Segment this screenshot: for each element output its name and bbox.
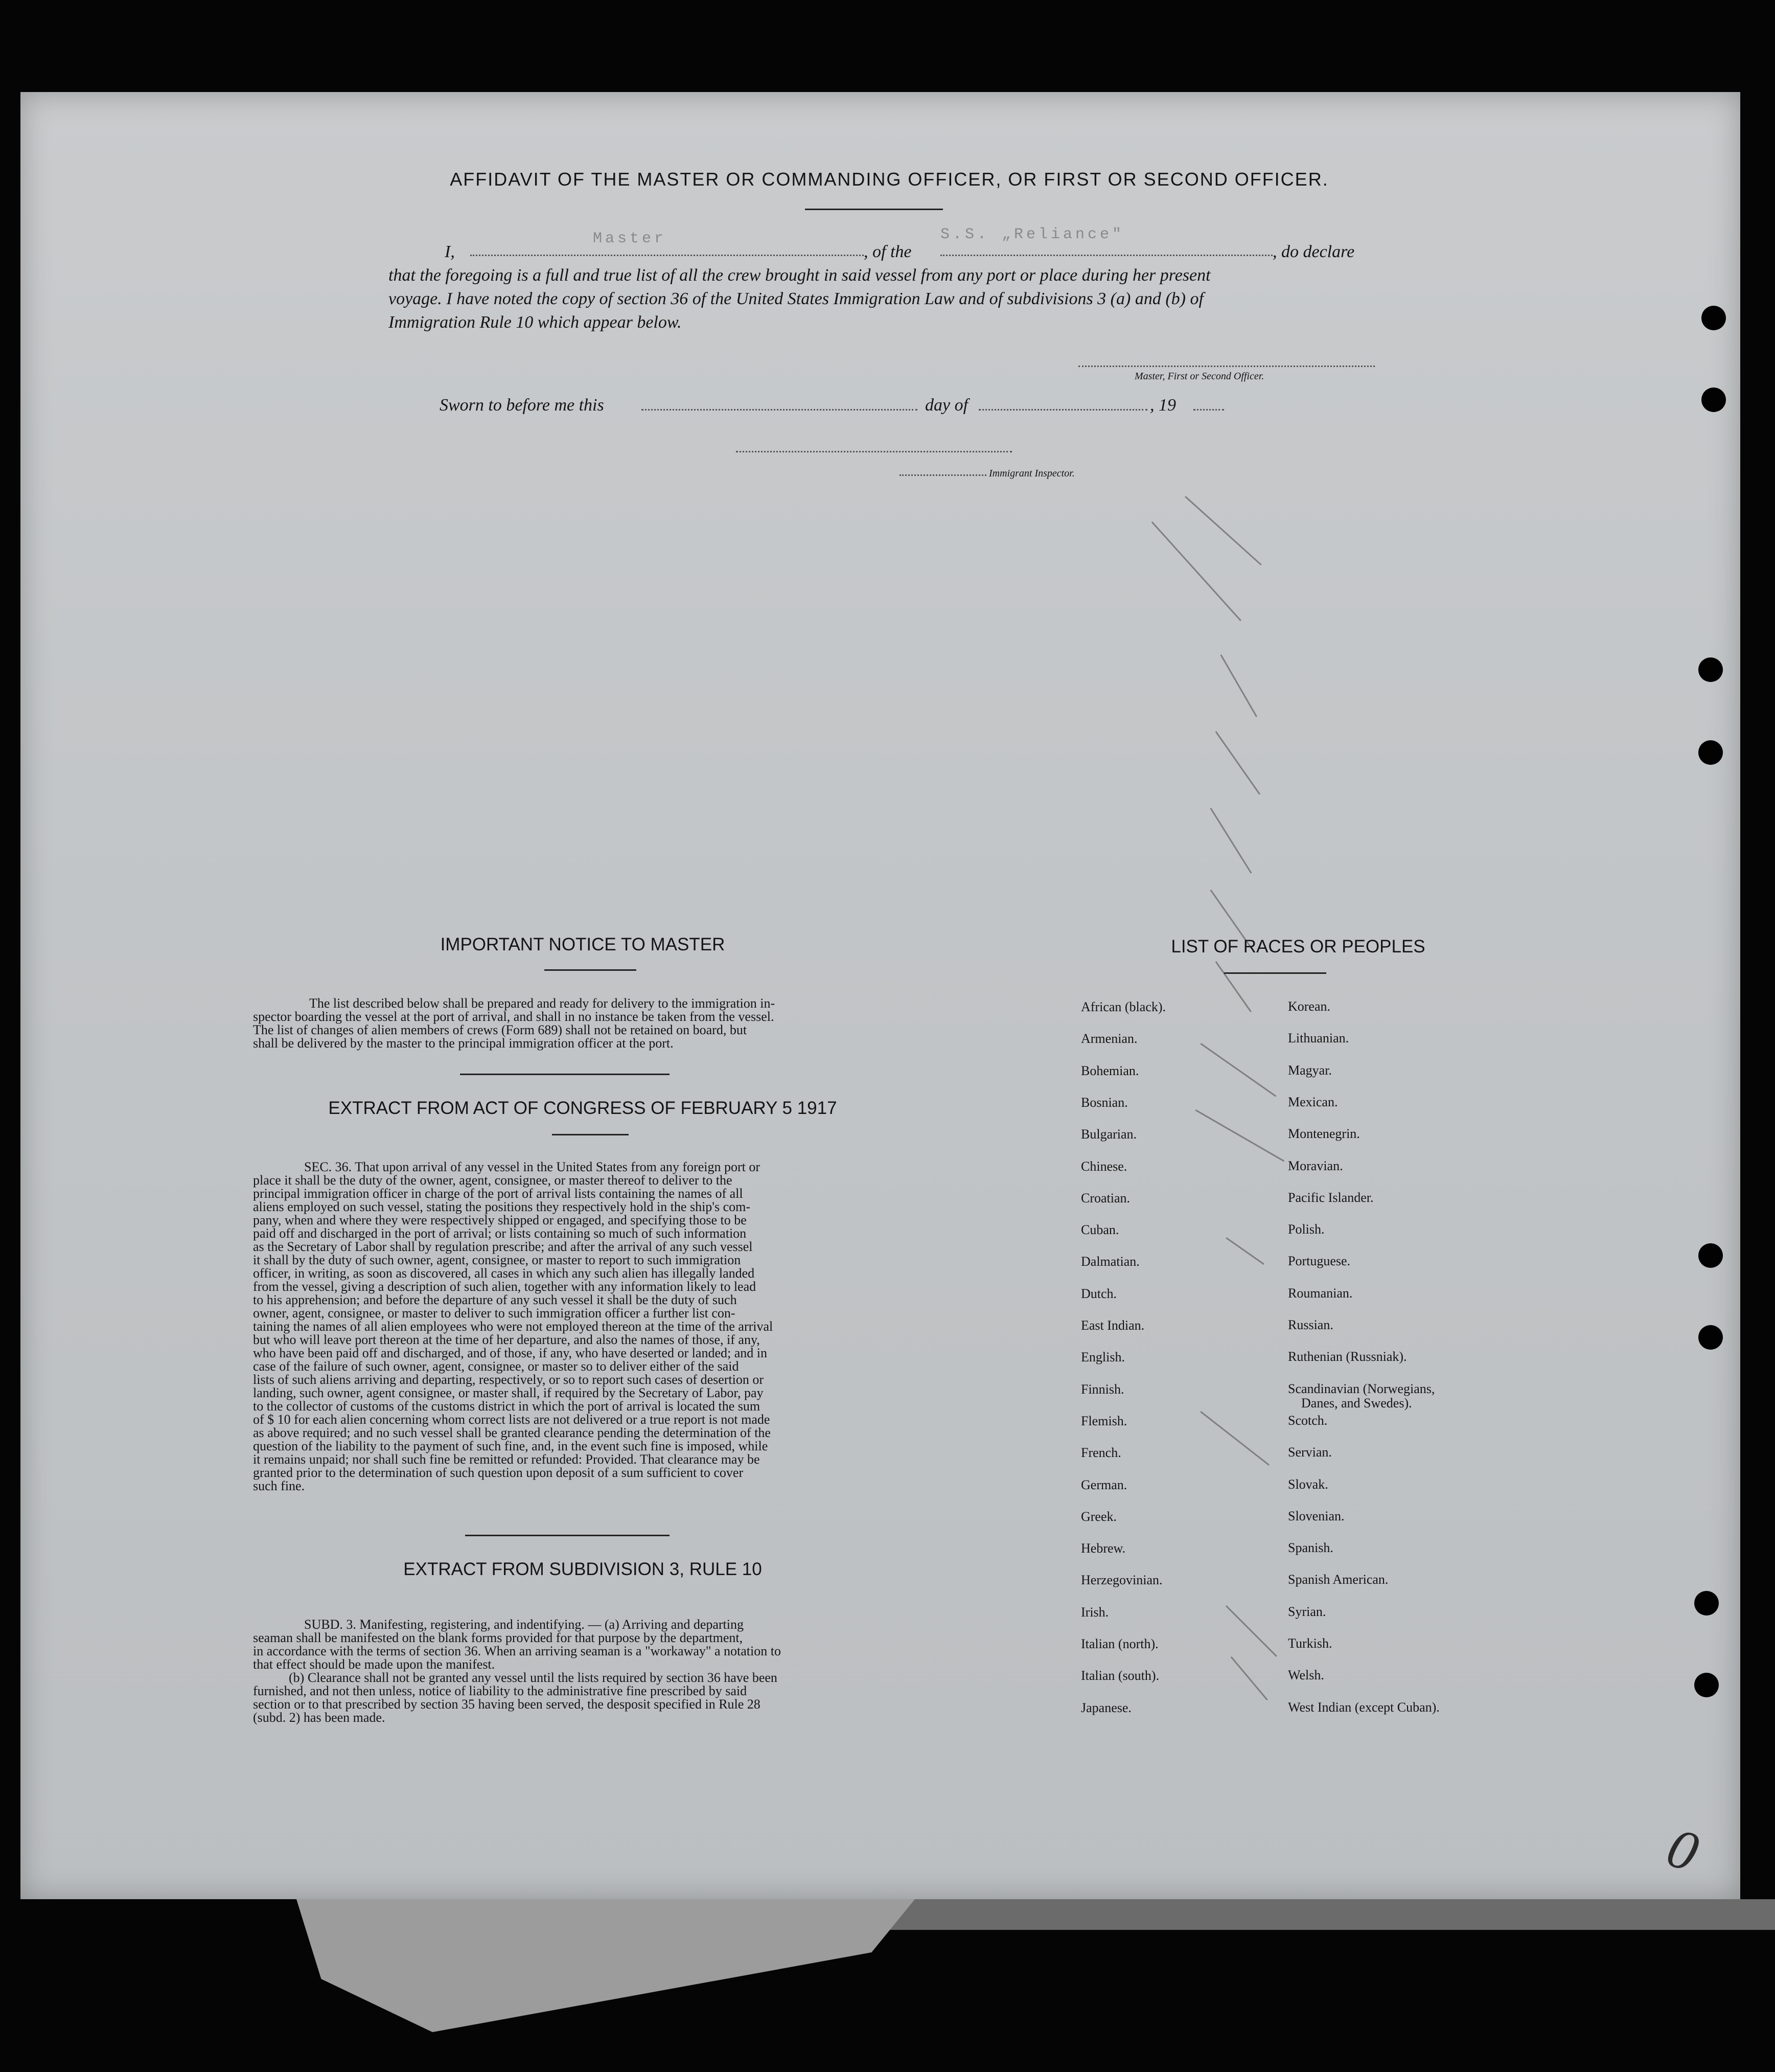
notice-line: The list described below shall be prepared and ready for delivery to the immigration in- — [309, 996, 775, 1011]
affidavit-line-3: voyage. I have noted the copy of section 36 of the United States Immigration Law and of subdivisions 3 (a) and (b) of — [388, 289, 1204, 308]
pencil-stroke — [1151, 521, 1241, 621]
subdivision-line: in accordance with the terms of section 36. When an arriving seaman is a "workaway" a notation to — [253, 1644, 781, 1658]
act-line: landing, such owner, agent consignee, or master shall, if required by the Secretary of Labor, pay — [253, 1385, 764, 1400]
act-line: from the vessel, giving a description of such alien, together with any information likely to lead — [253, 1279, 756, 1294]
punch-hole — [1698, 1325, 1723, 1350]
race-entry: Korean. — [1288, 999, 1331, 1014]
race-entry: Flemish. — [1081, 1413, 1127, 1428]
pencil-stroke — [1226, 1237, 1264, 1265]
pencil-stroke — [1210, 808, 1252, 874]
document-sheet — [20, 92, 1740, 1899]
officer-field[interactable]: Master — [593, 230, 667, 247]
notice-line: spector boarding the vessel at the port of arrival, and shall in no instance be taken from the vessel. — [253, 1009, 774, 1024]
race-entry: Finnish. — [1081, 1381, 1124, 1397]
race-entry: Mexican. — [1288, 1094, 1338, 1109]
act-line: but who will leave port thereon at the time of her departure, and also the names of those, if any, — [253, 1332, 760, 1347]
act-line: it shall by the duty of such owner, agent, consignee, or master to report to such immigration — [253, 1253, 741, 1267]
act-line: question of the liability to the payment of such fine, and, in the event such fine is imposed, while — [253, 1439, 768, 1453]
notice-body — [253, 997, 897, 1050]
act-line: who have been paid off and discharged, and of those, if any, who have deserted or landed; and in — [253, 1346, 767, 1360]
race-entry: Syrian. — [1288, 1604, 1326, 1619]
subdivision-title: EXTRACT FROM SUBDIVISION 3, RULE 10 — [403, 1559, 762, 1579]
race-entry: Scandinavian (Norwegians, Danes, and Swedes). — [1288, 1381, 1435, 1410]
vessel-field[interactable]: S.S. „Reliance" — [940, 226, 1125, 243]
race-entry: Chinese. — [1081, 1158, 1127, 1174]
race-entry: Slovak. — [1288, 1476, 1328, 1492]
race-entry: Spanish. — [1288, 1540, 1333, 1556]
signature-caption: Master, First or Second Officer. — [1135, 371, 1264, 382]
race-entry: Pacific Islander. — [1288, 1190, 1374, 1205]
act-line: officer, in writing, as soon as discovered, all cases in which any such alien has illegally landed — [253, 1266, 755, 1281]
sworn-day-line[interactable] — [641, 409, 917, 411]
act-line: place it shall be the duty of the owner, agent, consignee, or master thereof to deliver to the — [253, 1173, 732, 1188]
race-entry: English. — [1081, 1350, 1125, 1365]
act-line: principal immigration officer in charge of the port of arrival lists containing the names of all — [253, 1186, 743, 1201]
race-entry: Montenegrin. — [1288, 1126, 1360, 1142]
act-body — [253, 1160, 897, 1493]
subdivision-line: seaman shall be manifested on the blank forms provided for that purpose by the department, — [253, 1630, 743, 1645]
vessel-line — [940, 255, 1273, 256]
act-line: to the collector of customs of the customs district in which the port of arrival is located the sum — [253, 1399, 760, 1414]
race-entry: African (black). — [1081, 999, 1166, 1014]
race-entry: Croatian. — [1081, 1190, 1131, 1205]
race-entry: Spanish American. — [1288, 1572, 1389, 1587]
subdivision-line: section or to that prescribed by section 35 having been served, the desposit specified in Rule 28 — [253, 1697, 760, 1712]
act-line: owner, agent, consignee, or master to deliver to such immigration officer a further list con- — [253, 1306, 735, 1320]
race-entry: Portuguese. — [1288, 1254, 1351, 1269]
act-line: case of the failure of such owner, agent, consignee, or master so to deliver either of the said — [253, 1359, 739, 1374]
i-label: I, — [445, 242, 455, 261]
pencil-stroke — [1226, 1605, 1277, 1657]
race-entry: Bohemian. — [1081, 1063, 1139, 1078]
race-entry: Dutch. — [1081, 1286, 1117, 1301]
act-line: aliens employed on such vessel, stating the positions they respectively hold in the ship's com- — [253, 1199, 751, 1214]
pencil-stroke — [1215, 731, 1260, 795]
pencil-stroke — [1185, 496, 1262, 565]
race-entry: Bulgarian. — [1081, 1127, 1137, 1142]
race-entry: Polish. — [1288, 1222, 1325, 1237]
punch-hole — [1701, 388, 1726, 412]
act-rule — [552, 1134, 629, 1135]
race-entry: Roumanian. — [1288, 1285, 1353, 1301]
affidavit-line-4: Immigration Rule 10 which appear below. — [388, 313, 682, 332]
race-entry: German. — [1081, 1477, 1127, 1492]
pencil-stroke — [1231, 1656, 1268, 1700]
notice-rule — [544, 969, 636, 971]
race-entry: Bosnian. — [1081, 1095, 1128, 1110]
act-line: to his apprehension; and before the departure of any such vessel it shall be the duty of such — [253, 1292, 737, 1307]
of-the-label: , of the — [864, 242, 912, 261]
races-title: LIST OF RACES OR PEOPLES — [1171, 937, 1425, 957]
race-entry: Ruthenian (Russniak). — [1288, 1349, 1407, 1364]
day-of-label: day of — [925, 396, 969, 415]
inspector-lead-line — [900, 474, 986, 476]
race-entry: Welsh. — [1288, 1668, 1324, 1683]
race-entry: East Indian. — [1081, 1318, 1145, 1333]
pencil-stroke — [1215, 961, 1252, 1012]
notice-title: IMPORTANT NOTICE TO MASTER — [440, 935, 725, 954]
act-line: pany, when and where they were respectively shipped or engaged, and specifying those to be — [253, 1213, 747, 1227]
race-entry: Japanese. — [1081, 1700, 1132, 1715]
race-entry: Cuban. — [1081, 1222, 1119, 1238]
notice-separator — [460, 1074, 670, 1075]
race-entry: Italian (south). — [1081, 1668, 1160, 1683]
punch-hole — [1698, 657, 1723, 682]
subdivision-body — [253, 1618, 897, 1724]
race-entry: Dalmatian. — [1081, 1254, 1140, 1269]
race-entry: West Indian (except Cuban). — [1288, 1699, 1440, 1715]
race-entry: Servian. — [1288, 1445, 1332, 1460]
torn-paper-tab — [296, 1899, 915, 2032]
act-line: of $ 10 for each alien concerning whom correct lists are not delivered or a true report is not made — [253, 1412, 770, 1427]
race-entry: Armenian. — [1081, 1031, 1138, 1046]
act-line: it remains unpaid; nor shall such fine be remitted or refunded: Provided. That clearance may be — [253, 1452, 760, 1467]
inspector-caption: Immigrant Inspector. — [989, 468, 1075, 479]
subdivision-line: (b) Clearance shall not be granted any vessel until the lists required by section 36 have been — [289, 1670, 777, 1685]
handwritten-mark: 0 — [1659, 1815, 1706, 1884]
notice-line: The list of changes of alien members of crews (Form 689) shall not be retained on board, but — [253, 1022, 747, 1037]
punch-hole — [1694, 1591, 1719, 1615]
sworn-label: Sworn to before me this — [440, 396, 604, 415]
race-entry: Magyar. — [1288, 1062, 1332, 1078]
punch-hole — [1698, 740, 1723, 765]
race-entry: Italian (north). — [1081, 1636, 1159, 1651]
punch-hole — [1701, 306, 1726, 330]
race-entry: French. — [1081, 1445, 1121, 1461]
pencil-stroke — [1220, 654, 1257, 717]
inspector-line[interactable] — [736, 451, 1012, 452]
race-entry: Scotch. — [1288, 1413, 1328, 1428]
act-line: lists of such aliens arriving and departing, respectively, or so to report such cases of desertion or — [253, 1372, 764, 1387]
punch-hole — [1694, 1673, 1719, 1697]
act-line: paid off and discharged in the port of arrival; or lists containing so much of such information — [253, 1226, 747, 1241]
subdivision-line: SUBD. 3. Manifesting, registering, and indentifying. — (a) Arriving and departing — [304, 1617, 744, 1632]
act-line: as above required; and no such vessel shall be granted clearance pending the determination of the — [253, 1425, 771, 1440]
act-line: such fine. — [253, 1478, 305, 1493]
pencil-stroke — [1195, 1109, 1285, 1162]
punch-hole — [1698, 1243, 1723, 1268]
pencil-stroke — [1200, 1043, 1276, 1097]
race-entry: Herzegovinian. — [1081, 1573, 1163, 1588]
race-entry: Russian. — [1288, 1317, 1333, 1332]
races-rule — [1224, 972, 1326, 974]
act-line: SEC. 36. That upon arrival of any vessel in the United States from any foreign port or — [304, 1159, 760, 1174]
affidavit-title: AFFIDAVIT OF THE MASTER OR COMMANDING OFFICER, OR FIRST OR SECOND OFFICER. — [450, 169, 1329, 190]
race-entry: Hebrew. — [1081, 1541, 1126, 1556]
act-title: EXTRACT FROM ACT OF CONGRESS OF FEBRUARY 5 1917 — [328, 1098, 837, 1118]
act-line: taining the names of all alien employees who were not employed thereon at the time of the arrival — [253, 1319, 773, 1334]
act-separator — [465, 1535, 670, 1536]
pencil-stroke — [1200, 1411, 1270, 1466]
act-line: granted prior to the determination of such question upon deposit of a sum sufficient to cover — [253, 1465, 744, 1480]
subdivision-line: furnished, and not then unless, notice of liability to the administrative fine prescribed by said — [253, 1683, 747, 1698]
race-entry: Slovenian. — [1288, 1508, 1345, 1523]
sworn-month-line[interactable] — [979, 409, 1147, 411]
notice-line: shall be delivered by the master to the principal immigration officer at the port. — [253, 1036, 674, 1051]
sworn-year-line[interactable] — [1193, 409, 1224, 411]
subdivision-line: that effect should be made upon the manifest. — [253, 1657, 495, 1672]
year-label: , 19 — [1150, 396, 1176, 415]
race-entry: Greek. — [1081, 1509, 1117, 1524]
officer-line — [470, 255, 864, 256]
race-entry: Lithuanian. — [1288, 1031, 1349, 1046]
race-entry: Moravian. — [1288, 1158, 1343, 1173]
race-entry: Turkish. — [1288, 1636, 1332, 1651]
act-line: as the Secretary of Labor shall by regulation prescribe; and after the arrival of any such vessel — [253, 1239, 753, 1254]
title-rule — [805, 209, 943, 210]
affidavit-line-2: that the foregoing is a full and true list of all the crew brought in said vessel from any port or place during her present — [388, 266, 1211, 285]
race-entry: Irish. — [1081, 1604, 1109, 1620]
subdivision-line: (subd. 2) has been made. — [253, 1710, 385, 1725]
declare-label: , do declare — [1273, 242, 1355, 261]
signature-line[interactable] — [1078, 366, 1375, 367]
